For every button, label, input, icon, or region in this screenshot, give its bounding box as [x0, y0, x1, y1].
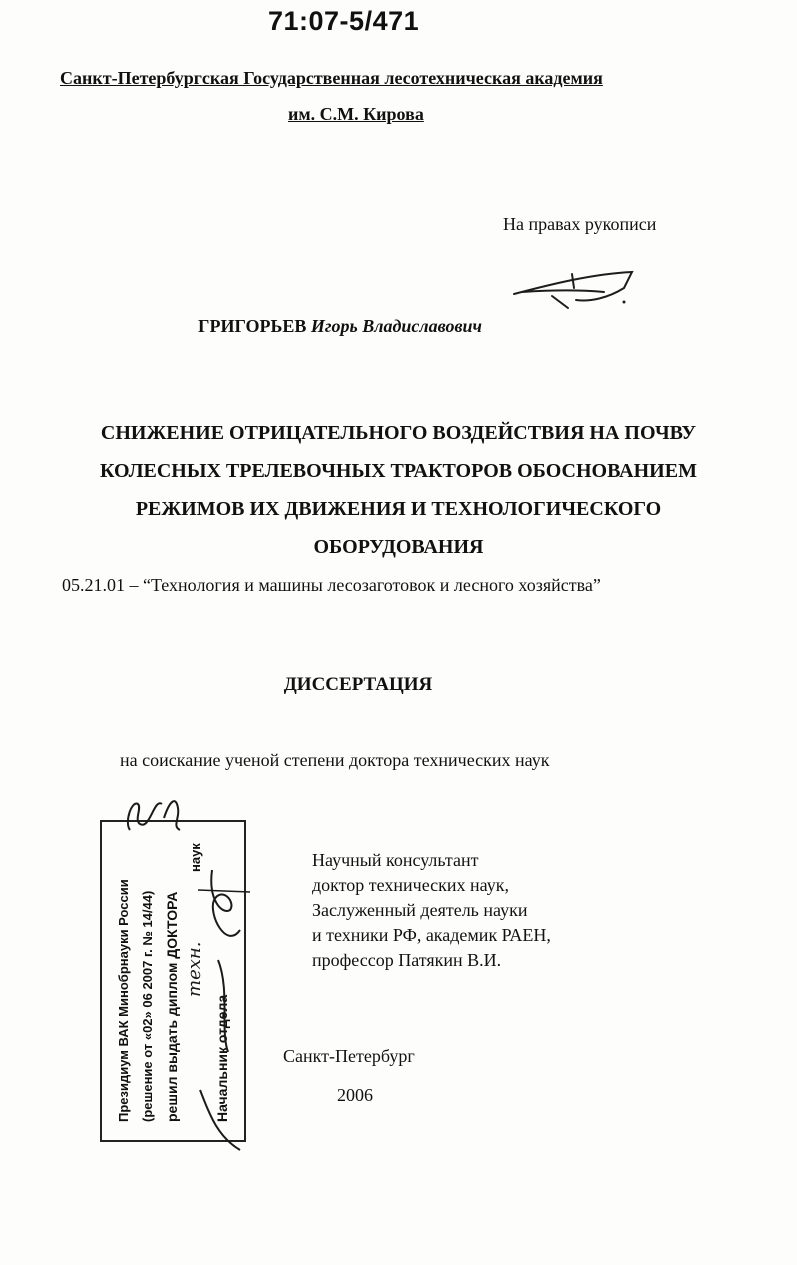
consultant-line-4: и техники РФ, академик РАЕН,	[312, 925, 551, 945]
stamp-handwritten-field: техн.	[184, 941, 205, 997]
stamp-line-4: наук	[188, 843, 203, 872]
stamp-line-3: решил выдать диплом ДОКТОРА	[164, 891, 180, 1122]
scientific-consultant	[312, 848, 551, 973]
author-surname: ГРИГОРЬЕВ	[198, 316, 307, 336]
manuscript-rights-note: На правах рукописи	[503, 214, 657, 234]
stamp-line-2: (решение от «02» 06 2007 г. № 14/44)	[140, 890, 155, 1122]
document-type: ДИССЕРТАЦИЯ	[283, 674, 433, 695]
consultant-line-5: профессор Патякин В.И.	[312, 950, 502, 970]
author-name	[198, 316, 482, 337]
thesis-title-line-4: ОБОРУДОВАНИЯ	[313, 536, 484, 558]
consultant-line-1: Научный консультант	[312, 850, 479, 870]
city: Санкт-Петербург	[283, 1046, 415, 1066]
consultant-line-3: Заслуженный деятель науки	[312, 900, 528, 920]
consultant-line-2: доктор технических наук,	[312, 875, 509, 895]
degree-line: на соискание ученой степени доктора технических наук	[120, 750, 550, 770]
specialty-code: 05.21.01 – “Технология и машины лесозаготовок и лесного хозяйства”	[62, 575, 601, 595]
stamp-line-1: Президиум ВАК Минобрнауки России	[116, 879, 131, 1122]
author-given-names: Игорь Владиславович	[310, 316, 482, 336]
thesis-title-line-3: РЕЖИМОВ ИХ ДВИЖЕНИЯ И ТЕХНОЛОГИЧЕСКОГО	[135, 498, 662, 520]
author-signature	[512, 262, 642, 312]
year: 2006	[337, 1085, 373, 1105]
institution-name: Санкт-Петербургская Государственная лесотехническая академия	[60, 68, 603, 88]
institution-dedication: им. С.М. Кирова	[288, 104, 424, 124]
thesis-title-line-1: СНИЖЕНИЕ ОТРИЦАТЕЛЬНОГО ВОЗДЕЙСТВИЯ НА ПОЧВУ	[100, 422, 697, 444]
archive-code: 71:07-5/471	[268, 6, 420, 36]
stamp-handwriting	[90, 790, 270, 1160]
stamp-line-5: Начальник отдела	[214, 994, 230, 1122]
thesis-title-line-2: КОЛЕСНЫХ ТРЕЛЕВОЧНЫХ ТРАКТОРОВ ОБОСНОВАНИЕМ	[100, 460, 697, 482]
